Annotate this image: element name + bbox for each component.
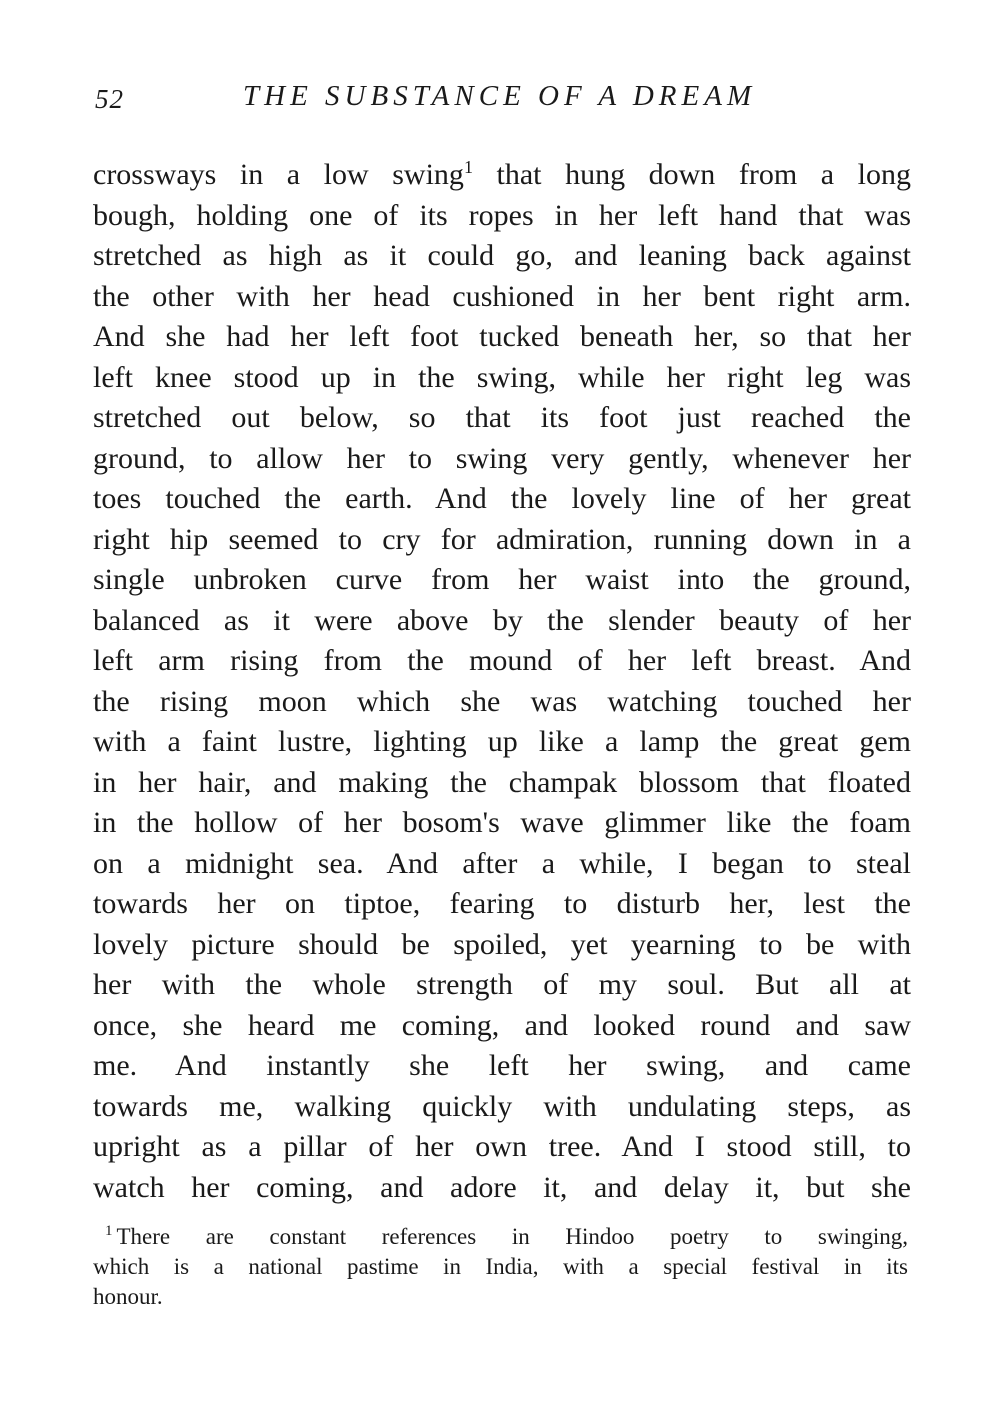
text-line-23: me. And instantly she left her swing, and came (93, 1049, 911, 1082)
text-line-17: in the hollow of her bosom's wave glimmer like the foam (93, 806, 911, 839)
running-title: THE SUBSTANCE OF A DREAM (243, 80, 757, 112)
body-text (93, 155, 911, 1208)
text-line-24: towards me, walking quickly with undulating steps, as (93, 1089, 911, 1123)
text-line-6: left knee stood up in the swing, while her right leg was (93, 360, 911, 394)
text-line-7: stretched out below, so that its foot just reached the (93, 401, 911, 434)
text-line-9: toes touched the earth. And the lovely line of her great (93, 482, 911, 515)
text-line-18: on a midnight sea. And after a while, I began to steal (93, 846, 911, 880)
text-line-2: bough, holding one of its ropes in her left hand that was (93, 198, 911, 232)
text-line-22: once, she heard me coming, and looked round and saw (93, 1008, 911, 1042)
text-line-21: her with the whole strength of my soul. But all at (93, 968, 911, 1001)
text-line-1-end: that hung down from a long (472, 158, 911, 191)
text-line-8: ground, to allow her to swing very gently, whenever her (93, 441, 911, 475)
text-line-16: in her hair, and making the champak blossom that floated (93, 765, 911, 799)
text-line-1 (93, 155, 911, 196)
footnote-line-1 (93, 1222, 908, 1252)
running-head (95, 80, 910, 120)
text-line-11: single unbroken curve from her waist into the ground, (93, 563, 911, 596)
text-line-20: lovely picture should be spoiled, yet yearning to be with (93, 927, 911, 961)
text-line-5: And she had her left foot tucked beneath her, so that her (93, 320, 911, 353)
text-line-19: towards her on tiptoe, fearing to disturb her, lest the (93, 887, 911, 920)
text-line-14: the rising moon which she was watching touched her (93, 684, 911, 718)
footnote-line-2: which is a national pastime in India, with a special festival in its (93, 1254, 908, 1279)
text-line-12: balanced as it were above by the slender beauty of her (93, 603, 911, 637)
text-line-4: the other with her head cushioned in her bent right arm. (93, 279, 911, 313)
footnote-reference: 1 (463, 157, 473, 177)
footnote-mark: 1 (105, 1223, 113, 1240)
text-line-25: upright as a pillar of her own tree. And I stood still, to (93, 1130, 911, 1163)
footnote (93, 1222, 908, 1312)
footnote-line-3: honour. (93, 1284, 163, 1309)
text-line-13: left arm rising from the mound of her left breast. And (93, 644, 911, 677)
page-number: 52 (95, 84, 124, 114)
text-line-1-start: crossways in a low swing (93, 158, 464, 191)
text-line-3: stretched as high as it could go, and leaning back against (93, 239, 911, 272)
text-line-10: right hip seemed to cry for admiration, running down in a (93, 522, 911, 556)
text-line-26: watch her coming, and adore it, and delay it, but she (93, 1170, 911, 1204)
footnote-line-1-text: There are constant references in Hindoo poetry to swinging, (116, 1224, 908, 1249)
text-line-15: with a faint lustre, lighting up like a lamp the great gem (93, 725, 911, 758)
